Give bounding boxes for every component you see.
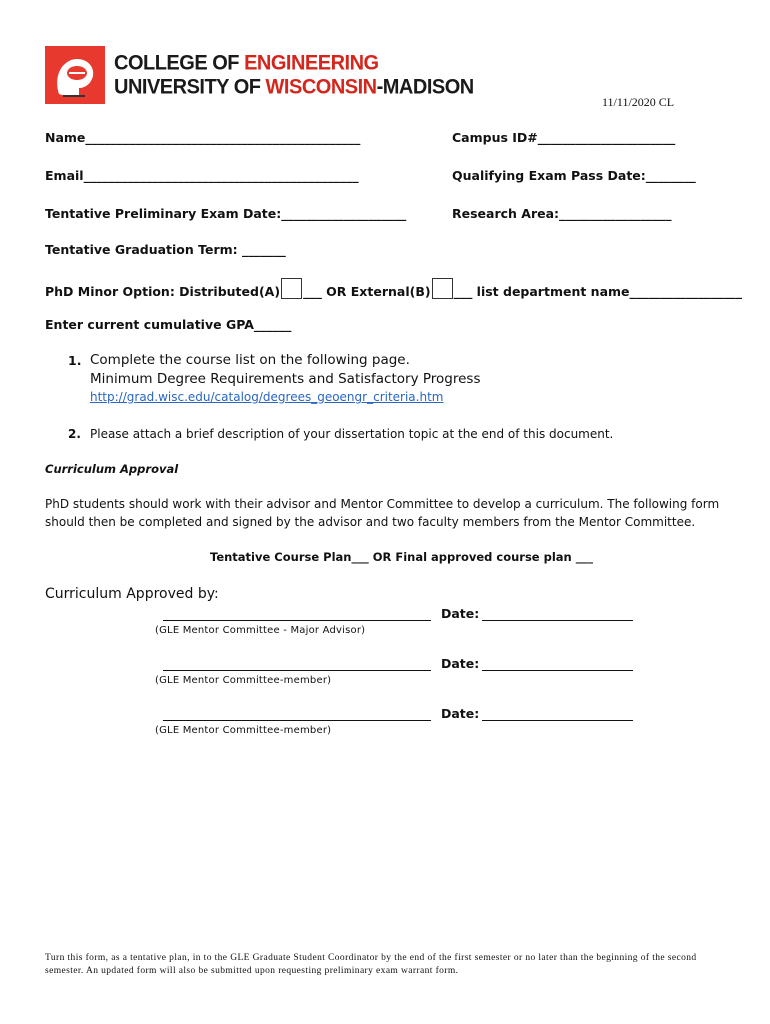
date-label: Date:: [441, 656, 480, 671]
member1-signature-line[interactable]: [163, 670, 431, 671]
date-label: Date:: [441, 606, 480, 621]
external-label: ___ OR External(B): [303, 284, 431, 299]
date-label: Date:: [441, 706, 480, 721]
item-1-number: 1.: [68, 353, 82, 368]
college-name-line1: COLLEGE OF ENGINEERING: [114, 51, 379, 75]
curriculum-heading: Curriculum Approval: [45, 462, 179, 476]
item-2-number: 2.: [68, 427, 81, 441]
curriculum-paragraph-line1: PhD students should work with their advisor and Mentor Committee to develop a curriculum. The following form: [45, 497, 720, 511]
curriculum-paragraph-line2: should then be completed and signed by the advisor and two faculty members from the Mentor Committee.: [45, 515, 696, 529]
distributed-checkbox[interactable]: [281, 278, 302, 299]
signer-caption: (GLE Mentor Committee-member): [155, 725, 332, 736]
name-field[interactable]: Name____________________________________________: [45, 130, 361, 145]
footer-note: Turn this form, as a tentative plan, in to the GLE Graduate Student Coordinator by the end of the first semester or no later than the beginning of the second semester. An updated form will also be submitted upon requesting preliminary exam warrant form.: [45, 953, 697, 976]
item-1-line1: Complete the course list on the following page.: [90, 352, 410, 368]
research-area-field[interactable]: Research Area:__________________: [452, 206, 672, 221]
signer-caption: (GLE Mentor Committee - Major Advisor): [155, 625, 366, 636]
curriculum-approved-by-label: Curriculum Approved by:: [45, 586, 219, 602]
signer-caption: (GLE Mentor Committee-member): [155, 675, 332, 686]
advisor-date-line[interactable]: [482, 620, 633, 621]
item-2-text: Please attach a brief description of your dissertation topic at the end of this document.: [90, 427, 614, 441]
department-name-field[interactable]: ___ list department name__________________: [453, 284, 743, 299]
campus-id-field[interactable]: Campus ID#______________________: [452, 130, 676, 145]
preliminary-exam-date-field[interactable]: Tentative Preliminary Exam Date:____________________: [45, 206, 407, 221]
minor-option-row: [45, 278, 742, 299]
email-field[interactable]: Email____________________________________________: [45, 168, 359, 183]
course-plan-choice[interactable]: Tentative Course Plan___ OR Final approved course plan ___: [210, 550, 593, 564]
graduation-term-field[interactable]: Tentative Graduation Term: _______: [45, 242, 286, 257]
item-1-line2: Minimum Degree Requirements and Satisfactory Progress: [90, 371, 481, 387]
criteria-link[interactable]: http://grad.wisc.edu/catalog/degrees_geoengr_criteria.htm: [90, 390, 444, 404]
external-checkbox[interactable]: [432, 278, 453, 299]
advisor-signature-line[interactable]: [163, 620, 431, 621]
date-stamp: 11/11/2020 CL: [602, 95, 675, 109]
member1-date-line[interactable]: [482, 670, 633, 671]
member2-signature-line[interactable]: [163, 720, 431, 721]
gpa-field[interactable]: Enter current cumulative GPA______: [45, 317, 292, 332]
college-logo: [45, 46, 105, 104]
college-name-line2: UNIVERSITY OF WISCONSIN-MADISON: [114, 75, 474, 99]
bucky-emblem-icon: [45, 46, 105, 104]
member2-date-line[interactable]: [482, 720, 633, 721]
qualifying-exam-date-field[interactable]: Qualifying Exam Pass Date:________: [452, 168, 696, 183]
minor-option-label: PhD Minor Option: Distributed(A): [45, 284, 281, 299]
